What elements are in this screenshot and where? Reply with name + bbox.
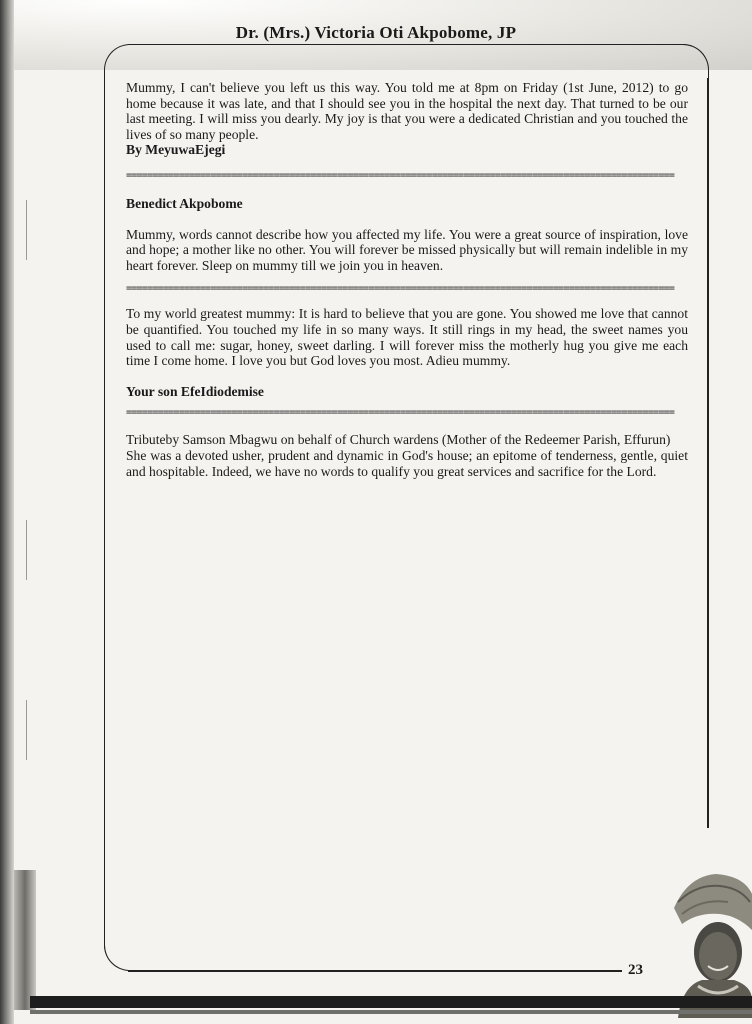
tribute-text: Mummy, words cannot describe how you affected my life. You were a great source of inspiration, love and hope; a mother like no other. You will forever be missed physically but will remain indelible in my heart forever. Sleep on mummy till we join you in heaven. [126, 226, 688, 273]
footer-bar [30, 1010, 752, 1014]
margin-mark [26, 700, 27, 760]
tribute-text: She was a devoted usher, prudent and dynamic in God's house; an epitome of tenderness, gentle, quiet and hospitable. Indeed, we have no words to qualify you great services and sacrifice for the Lord. [126, 447, 688, 479]
tribute-signoff: Your son EfeIdiodemise [126, 383, 264, 399]
page-number: 23 [628, 962, 643, 978]
footer-bar [30, 996, 752, 1008]
tribute-byline: By MeyuwaEjegi [126, 142, 226, 158]
separator-line: ======================================================================================================== [126, 285, 675, 294]
frame-corner [104, 944, 131, 971]
binding-strip [14, 870, 36, 1010]
separator-line: ======================================================================================================== [126, 171, 675, 180]
tribute-column [126, 80, 688, 479]
margin-mark [26, 520, 27, 580]
separator-line: ======================================================================================================== [126, 409, 675, 418]
page-left-edge [0, 0, 14, 1024]
margin-mark [26, 200, 27, 260]
page-title: Dr. (Mrs.) Victoria Oti Akpobome, JP [235, 23, 517, 42]
tribute-text: Mummy, I can't believe you left us this way. You told me at 8pm on Friday (1st June, 2012) to go home because it was late, and that I should see you in the hospital the next day. That turned to be our last meeting. I will miss you dearly. My joy is that you were a dedicated Christian and you touched the lives of so many people. [126, 80, 688, 142]
frame-bottom-line [128, 970, 622, 972]
frame-edge [707, 78, 709, 828]
tribute-intro: Tributeby Samson Mbagwu on behalf of Church wardens (Mother of the Redeemer Parish, Effurun) [126, 432, 671, 448]
tribute-text: To my world greatest mummy: It is hard to believe that you are gone. You showed me love that cannot be quantified. You touched my life in so many ways. It still rings in my head, the sweet names you used to call me: sugar, honey, sweet darling. I will forever miss the motherly hug you give me each time I come home. I love you but God loves you most. Adieu mummy. [126, 306, 688, 369]
tribute-heading: Benedict Akpobome [126, 195, 243, 211]
